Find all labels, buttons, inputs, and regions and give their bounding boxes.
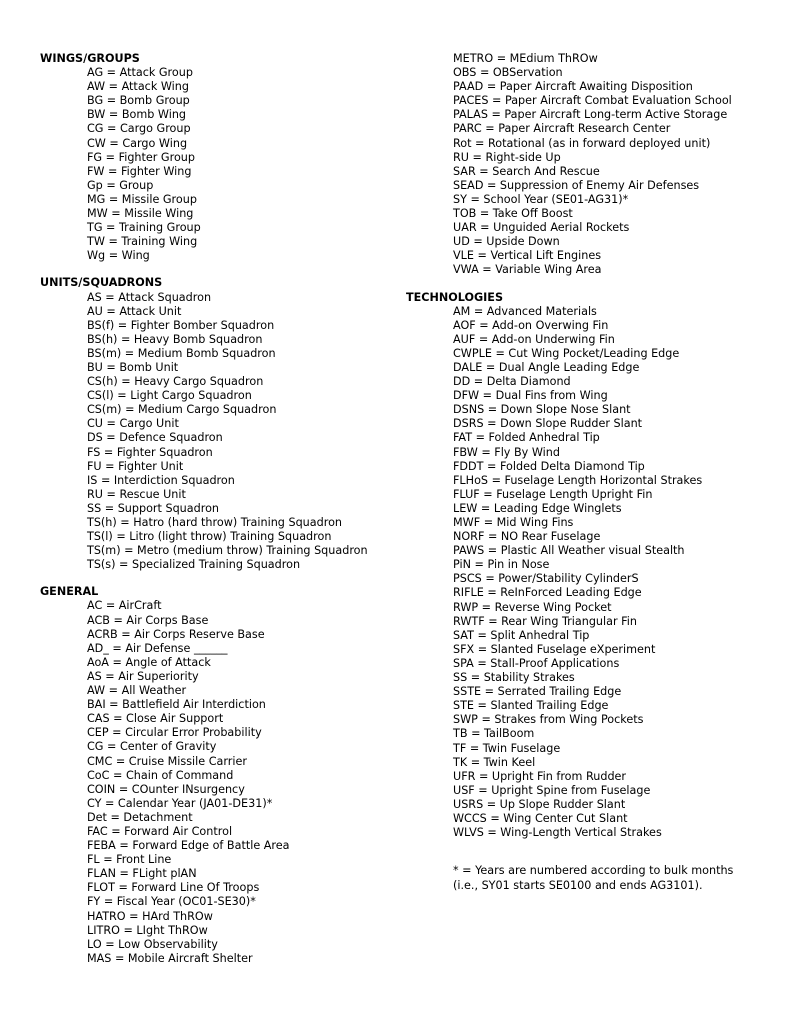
glossary-entry: LEW = Leading Edge Winglets: [453, 501, 622, 515]
glossary-entry: FLAN = FLight plAN: [87, 867, 197, 881]
entry-list: [406, 52, 786, 278]
glossary-entry: CS(l) = Light Cargo Squadron: [87, 389, 252, 403]
glossary-entry: IS = Interdiction Squadron: [87, 473, 235, 487]
glossary-entry: SY = School Year (SE01-AG31)*: [453, 192, 629, 206]
glossary-entry: OBS = OBServation: [453, 66, 563, 80]
glossary-entry: FBW = Fly By Wind: [453, 445, 560, 459]
section-heading: UNITS/SQUADRONS: [40, 276, 163, 290]
glossary-entry: FAC = Forward Air Control: [87, 824, 233, 838]
section-technologies: [406, 291, 786, 841]
glossary-entry: TS(s) = Specialized Training Squadron: [87, 558, 301, 572]
glossary-entry: TOB = Take Off Boost: [453, 207, 573, 221]
glossary-entry: TB = TailBoom: [453, 727, 535, 741]
glossary-entry: LO = Low Observability: [87, 937, 218, 951]
right-column: [406, 52, 786, 893]
glossary-entry: VLE = Vertical Lift Engines: [453, 249, 602, 263]
glossary-entry: DSNS = Down Slope Nose Slant: [453, 403, 631, 417]
glossary-entry: FAT = Folded Anhedral Tip: [453, 431, 600, 445]
glossary-entry: AG = Attack Group: [87, 66, 193, 80]
glossary-entry: TS(l) = Litro (light throw) Training Squadron: [87, 530, 332, 544]
glossary-entry: RWTF = Rear Wing Triangular Fin: [453, 614, 637, 628]
glossary-entry: BS(h) = Heavy Bomb Squadron: [87, 332, 263, 346]
glossary-entry: AUF = Add-on Underwing Fin: [453, 332, 615, 346]
glossary-entry: SFX = Slanted Fuselage eXperiment: [453, 642, 656, 656]
glossary-entry: UFR = Upright Fin from Rudder: [453, 769, 627, 783]
glossary-entry: BS(f) = Fighter Bomber Squadron: [87, 318, 275, 332]
glossary-entry: BW = Bomb Wing: [87, 108, 187, 122]
glossary-entry: AC = AirCraft: [87, 599, 162, 613]
glossary-entry: FLUF = Fuselage Length Upright Fin: [453, 487, 653, 501]
footnote: * = Years are numbered according to bulk months (i.e., SY01 starts SE0100 and ends AG3101).: [453, 864, 734, 892]
glossary-entry: CU = Cargo Unit: [87, 417, 179, 431]
glossary-entry: AOF = Add-on Overwing Fin: [453, 318, 609, 332]
glossary-entry: FG = Fighter Group: [87, 150, 195, 164]
glossary-entry: TS(m) = Metro (medium throw) Training Squadron: [87, 544, 368, 558]
glossary-entry: CG = Center of Gravity: [87, 740, 217, 754]
glossary-entry: BU = Bomb Unit: [87, 360, 179, 374]
glossary-entry: SSTE = Serrated Trailing Edge: [453, 685, 622, 699]
glossary-entry: DFW = Dual Fins from Wing: [453, 389, 608, 403]
glossary-entry: SAR = Search And Rescue: [453, 164, 600, 178]
section-heading: GENERAL: [40, 585, 99, 599]
glossary-entry: CY = Calendar Year (JA01-DE31)*: [87, 796, 273, 810]
glossary-entry: PiN = Pin in Nose: [453, 558, 550, 572]
glossary-entry: AM = Advanced Materials: [453, 304, 597, 318]
glossary-entry: AU = Attack Unit: [87, 304, 182, 318]
glossary-entry: MW = Missile Wing: [87, 207, 194, 221]
glossary-entry: FLOT = Forward Line Of Troops: [87, 881, 260, 895]
glossary-entry: FDDT = Folded Delta Diamond Tip: [453, 459, 645, 473]
glossary-entry: COIN = COunter INsurgency: [87, 782, 245, 796]
glossary-entry: FY = Fiscal Year (OC01-SE30)*: [87, 895, 256, 909]
glossary-entry: CMC = Cruise Missile Carrier: [87, 754, 247, 768]
section-wings-groups: [40, 52, 400, 263]
glossary-entry: AW = Attack Wing: [87, 80, 189, 94]
glossary-entry: CS(m) = Medium Cargo Squadron: [87, 403, 277, 417]
glossary-entry: CS(h) = Heavy Cargo Squadron: [87, 375, 264, 389]
left-column: [40, 52, 400, 966]
section-general-continued: [406, 52, 786, 278]
glossary-entry: FL = Front Line: [87, 853, 172, 867]
glossary-entry: PACES = Paper Aircraft Combat Evaluation School: [453, 94, 732, 108]
glossary-entry: AD_ = Air Defense ______: [87, 641, 228, 655]
entry-list: [40, 291, 400, 573]
glossary-entry: WLVS = Wing-Length Vertical Strakes: [453, 826, 662, 840]
glossary-entry: AS = Attack Squadron: [87, 290, 212, 304]
glossary-entry: RWP = Reverse Wing Pocket: [453, 600, 612, 614]
glossary-entry: BAI = Battlefield Air Interdiction: [87, 698, 266, 712]
glossary-entry: VWA = Variable Wing Area: [453, 263, 602, 277]
glossary-entry: PSCS = Power/Stability CylinderS: [453, 572, 639, 586]
glossary-entry: TS(h) = Hatro (hard throw) Training Squadron: [87, 516, 343, 529]
glossary-entry: AS = Air Superiority: [87, 669, 199, 683]
glossary-entry: USF = Upright Spine from Fuselage: [453, 783, 651, 797]
glossary-entry: DD = Delta Diamond: [453, 375, 571, 389]
entry-list: [40, 66, 400, 263]
glossary-entry: BG = Bomb Group: [87, 94, 190, 108]
glossary-entry: FU = Fighter Unit: [87, 459, 184, 473]
glossary-entry: SS = Support Squadron: [87, 501, 220, 515]
glossary-entry: STE = Slanted Trailing Edge: [453, 699, 609, 713]
glossary-entry: DALE = Dual Angle Leading Edge: [453, 360, 640, 374]
glossary-entry: UAR = Unguided Aerial Rockets: [453, 221, 630, 235]
glossary-entry: WCCS = Wing Center Cut Slant: [453, 811, 628, 825]
section-heading: WINGS/GROUPS: [40, 52, 140, 65]
glossary-entry: TF = Twin Fuselage: [453, 741, 561, 755]
section-units-squadrons: [40, 276, 400, 572]
glossary-entry: USRS = Up Slope Rudder Slant: [453, 797, 626, 811]
glossary-entry: PAWS = Plastic All Weather visual Stealth: [453, 544, 685, 558]
glossary-entry: RU = Right-side Up: [453, 150, 561, 164]
glossary-entry: DS = Defence Squadron: [87, 431, 223, 445]
glossary-entry: MAS = Mobile Aircraft Shelter: [87, 951, 253, 965]
glossary-entry: CG = Cargo Group: [87, 122, 191, 136]
glossary-entry: CEP = Circular Error Probability: [87, 726, 262, 740]
glossary-entry: AoA = Angle of Attack: [87, 655, 211, 669]
glossary-entry: PAAD = Paper Aircraft Awaiting Disposition: [453, 80, 693, 94]
glossary-entry: FS = Fighter Squadron: [87, 445, 213, 459]
glossary-entry: Wg = Wing: [87, 249, 150, 263]
glossary-entry: MWF = Mid Wing Fins: [453, 516, 574, 529]
glossary-entry: Gp = Group: [87, 178, 154, 192]
glossary-entry: BS(m) = Medium Bomb Squadron: [87, 346, 276, 360]
glossary-entry: PALAS = Paper Aircraft Long-term Active Storage: [453, 108, 728, 122]
glossary-entry: HATRO = HArd ThROw: [87, 909, 213, 923]
glossary-entry: FEBA = Forward Edge of Battle Area: [87, 839, 290, 853]
glossary-entry: CW = Cargo Wing: [87, 136, 188, 150]
glossary-entry: SEAD = Suppression of Enemy Air Defenses: [453, 178, 700, 192]
glossary-entry: UD = Upside Down: [453, 235, 560, 249]
entry-list: [406, 305, 786, 841]
glossary-entry: ACB = Air Corps Base: [87, 613, 209, 627]
glossary-entry: FW = Fighter Wing: [87, 164, 192, 178]
glossary-entry: Rot = Rotational (as in forward deployed unit): [453, 136, 711, 150]
glossary-entry: TW = Training Wing: [87, 235, 198, 249]
glossary-entry: LITRO = LIght ThROw: [87, 923, 208, 937]
glossary-entry: SAT = Split Anhedral Tip: [453, 628, 590, 642]
glossary-entry: PARC = Paper Aircraft Research Center: [453, 122, 671, 136]
glossary-entry: ACRB = Air Corps Reserve Base: [87, 627, 265, 641]
glossary-entry: TG = Training Group: [87, 221, 201, 235]
glossary-entry: TK = Twin Keel: [453, 755, 536, 769]
glossary-entry: DSRS = Down Slope Rudder Slant: [453, 417, 643, 431]
entry-list: [40, 599, 400, 965]
glossary-entry: MG = Missile Group: [87, 192, 197, 206]
glossary-entry: RIFLE = ReInForced Leading Edge: [453, 586, 642, 600]
glossary-entry: CAS = Close Air Support: [87, 712, 224, 726]
glossary-entry: SPA = Stall-Proof Applications: [453, 656, 620, 670]
glossary-entry: METRO = MEdium ThROw: [453, 52, 598, 65]
glossary-entry: SWP = Strakes from Wing Pockets: [453, 713, 644, 727]
glossary-entry: SS = Stability Strakes: [453, 671, 575, 685]
glossary-entry: CWPLE = Cut Wing Pocket/Leading Edge: [453, 346, 680, 360]
glossary-entry: RU = Rescue Unit: [87, 487, 186, 501]
glossary-entry: NORF = NO Rear Fuselage: [453, 530, 601, 544]
glossary-entry: Det = Detachment: [87, 810, 193, 824]
section-heading: TECHNOLOGIES: [406, 290, 504, 304]
glossary-entry: FLHoS = Fuselage Length Horizontal Strakes: [453, 473, 703, 487]
section-general: [40, 585, 400, 966]
glossary-entry: AW = All Weather: [87, 684, 187, 698]
glossary-entry: CoC = Chain of Command: [87, 768, 234, 782]
